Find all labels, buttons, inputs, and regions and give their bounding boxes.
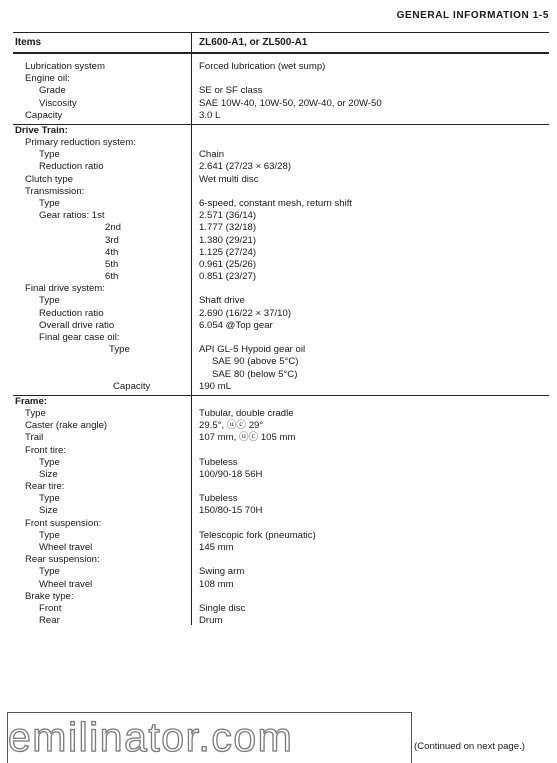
continued-note: (Continued on next page.) bbox=[414, 741, 525, 752]
spec-row bbox=[13, 505, 553, 517]
spec-value: Tubeless bbox=[199, 493, 238, 505]
spec-row bbox=[13, 432, 553, 444]
spec-value: Tubular, double cradle bbox=[199, 408, 294, 420]
table-top-rule bbox=[13, 32, 549, 33]
spec-row bbox=[13, 530, 553, 542]
spec-value: 2.571 (36/14) bbox=[199, 210, 257, 222]
spec-value: Wet multi disc bbox=[199, 173, 259, 185]
spec-label: Type bbox=[39, 493, 60, 505]
spec-row bbox=[13, 259, 553, 271]
spec-row bbox=[13, 469, 553, 481]
spec-label: Final drive system: bbox=[25, 283, 105, 295]
spec-value: 150/80-15 70H bbox=[199, 505, 263, 517]
spec-row bbox=[13, 283, 553, 295]
spec-value: Tubeless bbox=[199, 456, 238, 468]
spec-label: Type bbox=[39, 529, 60, 541]
spec-label: Type bbox=[39, 295, 60, 307]
spec-label: Capacity bbox=[25, 109, 63, 121]
spec-label: Trail bbox=[25, 432, 44, 444]
spec-label: Grade bbox=[39, 85, 66, 97]
page-header: GENERAL INFORMATION 1-5 bbox=[396, 10, 549, 21]
spec-value: 3.0 L bbox=[199, 109, 221, 121]
spec-label: Viscosity bbox=[39, 97, 77, 109]
column-divider bbox=[191, 32, 192, 625]
spec-row bbox=[13, 295, 553, 307]
spec-label: Type bbox=[39, 149, 60, 161]
spec-row bbox=[13, 161, 553, 173]
spec-value: 145 mm bbox=[199, 542, 234, 554]
spec-label: Engine oil: bbox=[25, 73, 70, 85]
spec-label: Type bbox=[39, 456, 60, 468]
spec-value: 1.777 (32/18) bbox=[199, 222, 257, 234]
spec-label: Rear suspension: bbox=[25, 554, 100, 566]
spec-row bbox=[13, 98, 553, 110]
spec-row bbox=[13, 125, 553, 137]
spec-row bbox=[13, 332, 553, 344]
section-rule-2 bbox=[13, 395, 549, 396]
spec-value: SAE 80 (below 5°C) bbox=[212, 368, 298, 380]
spec-label: 2nd bbox=[105, 222, 122, 234]
spec-value: Chain bbox=[199, 149, 225, 161]
spec-row bbox=[13, 457, 553, 469]
spec-row bbox=[13, 554, 553, 566]
spec-label: Brake type: bbox=[25, 590, 74, 602]
spec-label: Lubrication system bbox=[25, 61, 105, 72]
spec-row bbox=[13, 247, 553, 259]
spec-label: 3rd bbox=[105, 234, 119, 246]
spec-label: 5th bbox=[105, 258, 119, 270]
model-column-header: ZL600-A1, or ZL500-A1 bbox=[199, 37, 308, 48]
spec-label: Wheel travel bbox=[39, 578, 93, 590]
spec-row bbox=[13, 110, 553, 122]
spec-row bbox=[13, 235, 553, 247]
spec-label: Type bbox=[109, 344, 130, 356]
spec-label: Type bbox=[39, 197, 60, 209]
spec-value: 6-speed, constant mesh, return shift bbox=[199, 197, 353, 209]
spec-value: 29.5°, ⓤⓒ 29° bbox=[199, 420, 264, 432]
spec-value: API GL-5 Hypoid gear oil bbox=[199, 344, 306, 356]
spec-label: Reduction ratio bbox=[39, 161, 104, 173]
spec-label: Rear tire: bbox=[25, 481, 65, 493]
spec-row bbox=[13, 591, 553, 603]
spec-label: Frame: bbox=[15, 395, 47, 407]
spec-label: Gear ratios: 1st bbox=[39, 210, 105, 222]
spec-value: 1.125 (27/24) bbox=[199, 246, 257, 258]
spec-row bbox=[13, 137, 553, 149]
spec-label: Size bbox=[39, 468, 58, 480]
spec-row bbox=[13, 542, 553, 554]
spec-row bbox=[13, 369, 553, 381]
spec-value: Telescopic fork (pneumatic) bbox=[199, 529, 316, 541]
spec-value: Shaft drive bbox=[199, 295, 245, 307]
spec-row bbox=[13, 493, 553, 505]
spec-row bbox=[13, 344, 553, 356]
section-rule-1 bbox=[13, 124, 549, 125]
spec-value: 2.690 (16/22 × 37/10) bbox=[199, 307, 292, 319]
spec-label: Drive Train: bbox=[15, 124, 68, 136]
spec-label: Final gear case oil: bbox=[39, 331, 120, 343]
spec-row bbox=[13, 408, 553, 420]
spec-label: 6th bbox=[105, 271, 119, 283]
spec-row bbox=[13, 61, 553, 73]
spec-label: Front suspension: bbox=[25, 517, 102, 529]
spec-row bbox=[13, 198, 553, 210]
spec-value: 190 mL bbox=[199, 380, 231, 392]
spec-value: 0.851 (23/27) bbox=[199, 271, 257, 283]
spec-label: Type bbox=[25, 408, 46, 420]
spec-value: 107 mm, ⓤⓒ 105 mm bbox=[199, 432, 296, 444]
spec-label: Transmission: bbox=[25, 185, 85, 197]
spec-label: Reduction ratio bbox=[39, 307, 104, 319]
spec-value: 2.641 (27/23 × 63/28) bbox=[199, 161, 292, 173]
spec-row bbox=[13, 210, 553, 222]
spec-label: Primary reduction system: bbox=[25, 137, 136, 149]
spec-value: 1.380 (29/21) bbox=[199, 234, 257, 246]
spec-value: 108 mm bbox=[199, 578, 234, 590]
spec-row bbox=[13, 320, 553, 332]
spec-value: SE or SF class bbox=[199, 85, 263, 97]
spec-row bbox=[13, 271, 553, 283]
spec-value: Forced lubrication (wet sump) bbox=[199, 61, 326, 72]
spec-row bbox=[13, 579, 553, 591]
spec-label: Rear bbox=[39, 615, 60, 627]
spec-row bbox=[13, 481, 553, 493]
spec-row bbox=[13, 445, 553, 457]
spec-value: Swing arm bbox=[199, 566, 245, 578]
spec-label: Wheel travel bbox=[39, 542, 93, 554]
spec-row bbox=[13, 149, 553, 161]
spec-row bbox=[13, 603, 553, 615]
spec-row bbox=[13, 356, 553, 368]
spec-row bbox=[13, 85, 553, 97]
watermark-logo: emilinator.com bbox=[8, 714, 294, 760]
spec-value: SAE 90 (above 5°C) bbox=[212, 356, 299, 368]
spec-label: Front tire: bbox=[25, 444, 67, 456]
spec-label: Type bbox=[39, 566, 60, 578]
spec-label: Capacity bbox=[113, 380, 151, 392]
header-rule bbox=[13, 52, 549, 54]
spec-value: 0.961 (25/26) bbox=[199, 258, 257, 270]
spec-value: Drum bbox=[199, 615, 223, 627]
items-column-header: Items bbox=[15, 37, 42, 48]
spec-row bbox=[13, 566, 553, 578]
spec-label: Caster (rake angle) bbox=[25, 420, 108, 432]
spec-label: Overall drive ratio bbox=[39, 319, 115, 331]
spec-label: Size bbox=[39, 505, 58, 517]
spec-row bbox=[13, 420, 553, 432]
spec-value: 6.054 @Top gear bbox=[199, 319, 273, 331]
spec-row bbox=[13, 308, 553, 320]
spec-value: Single disc bbox=[199, 602, 246, 614]
spec-label: 4th bbox=[105, 246, 119, 258]
spec-value: SAE 10W-40, 10W-50, 20W-40, or 20W-50 bbox=[199, 97, 382, 109]
spec-row bbox=[13, 381, 553, 393]
spec-row bbox=[13, 615, 553, 627]
spec-value: 100/90-18 56H bbox=[199, 468, 263, 480]
spec-row bbox=[13, 174, 553, 186]
spec-label: Front bbox=[39, 602, 62, 614]
spec-row bbox=[13, 222, 553, 234]
spec-row bbox=[13, 396, 553, 408]
spec-row bbox=[13, 73, 553, 85]
spec-label: Clutch type bbox=[25, 173, 73, 185]
spec-row bbox=[13, 518, 553, 530]
spec-row bbox=[13, 186, 553, 198]
